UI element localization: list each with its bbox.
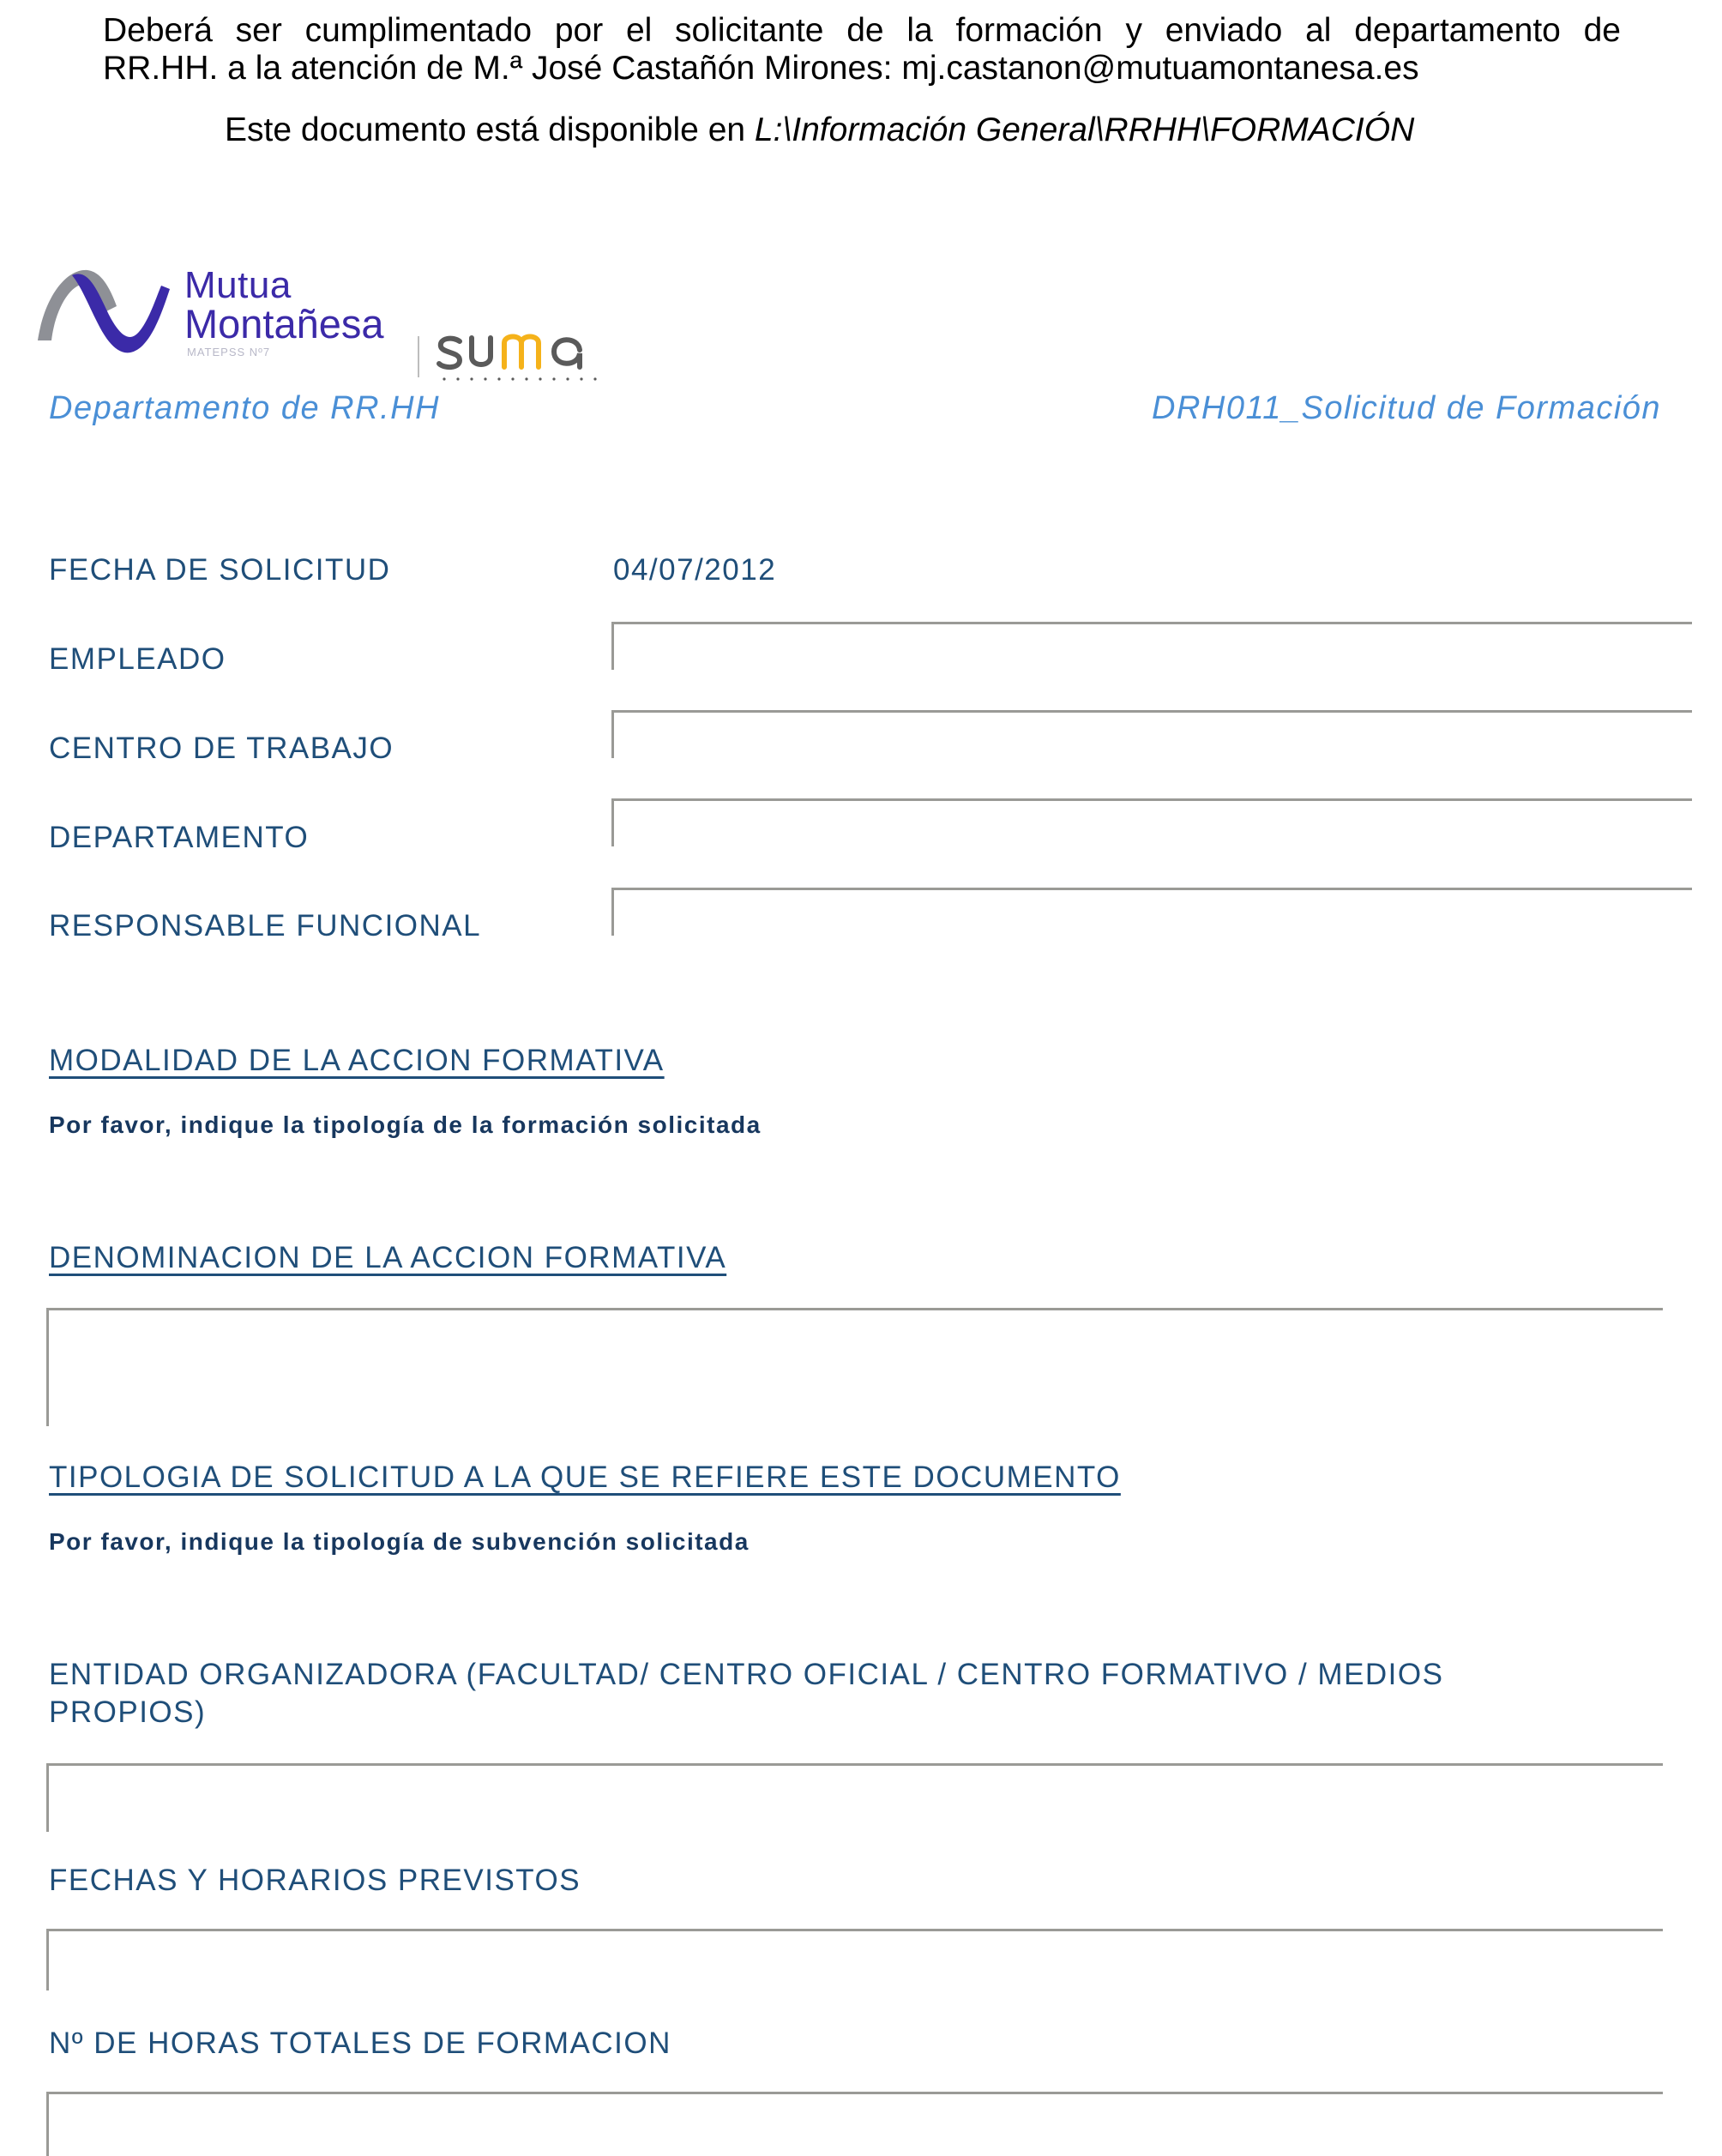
horas-totales-field[interactable] (46, 2092, 1663, 2156)
logo-text-mutua: Mutua (184, 264, 292, 306)
denominacion-section-title: DENOMINACION DE LA ACCION FORMATIVA (49, 1241, 727, 1274)
departamento-label: DEPARTAMENTO (49, 821, 310, 854)
intro-line-3 (225, 111, 1414, 149)
tipologia-hint: Por favor, indique la tipología de subvención solicitada (49, 1528, 750, 1555)
suma-logo-icon (436, 324, 607, 384)
fechas-horarios-field[interactable] (46, 1929, 1663, 1990)
intro-path: L:\Información General\RRHH\FORMACIÓN (754, 111, 1415, 148)
centro-trabajo-label: CENTRO DE TRABAJO (49, 732, 394, 765)
modalidad-section-title: MODALIDAD DE LA ACCION FORMATIVA (49, 1044, 665, 1077)
logo-text-montanesa: Montañesa (184, 301, 384, 346)
horas-totales-label: Nº DE HORAS TOTALES DE FORMACION (49, 2027, 671, 2060)
logo-subtext: MATEPSS Nº7 (187, 346, 271, 358)
empleado-field[interactable] (611, 622, 1692, 670)
responsable-funcional-label: RESPONSABLE FUNCIONAL (49, 909, 482, 942)
department-header: Departamento de RR.HH (49, 390, 441, 426)
intro-line-2: RR.HH. a la atención de M.ª José Castañón Mirones: mj.castanon@mutuamontanesa.es (103, 50, 1419, 87)
departamento-field[interactable] (611, 798, 1692, 846)
entidad-organizadora-label: ENTIDAD ORGANIZADORA (FACULTAD/ CENTRO OFICIAL / CENTRO FORMATIVO / MEDIOS PROPIOS) (49, 1658, 1444, 1729)
modalidad-hint: Por favor, indique la tipología de la formación solicitada (49, 1111, 762, 1138)
fecha-solicitud-value: 04/07/2012 (613, 553, 777, 587)
empleado-label: EMPLEADO (49, 642, 226, 676)
responsable-funcional-field[interactable] (611, 888, 1692, 936)
mutua-montanesa-logo-icon (34, 262, 180, 364)
fecha-solicitud-label: FECHA DE SOLICITUD (49, 553, 391, 587)
denominacion-field[interactable] (46, 1308, 1663, 1426)
intro-line-1: Deberá ser cumplimentado por el solicitante de la formación y enviado al departamento de (103, 12, 1621, 49)
tipologia-section-title: TIPOLOGIA DE SOLICITUD A LA QUE SE REFIERE ESTE DOCUMENTO (49, 1460, 1121, 1494)
entidad-organizadora-field[interactable] (46, 1763, 1663, 1832)
fechas-horarios-label: FECHAS Y HORARIOS PREVISTOS (49, 1864, 581, 1897)
logo-divider (418, 336, 419, 377)
document-code: DRH011_Solicitud de Formación (1152, 390, 1662, 426)
centro-trabajo-field[interactable] (611, 710, 1692, 758)
intro-line-3-prefix: Este documento está disponible en (225, 111, 755, 148)
